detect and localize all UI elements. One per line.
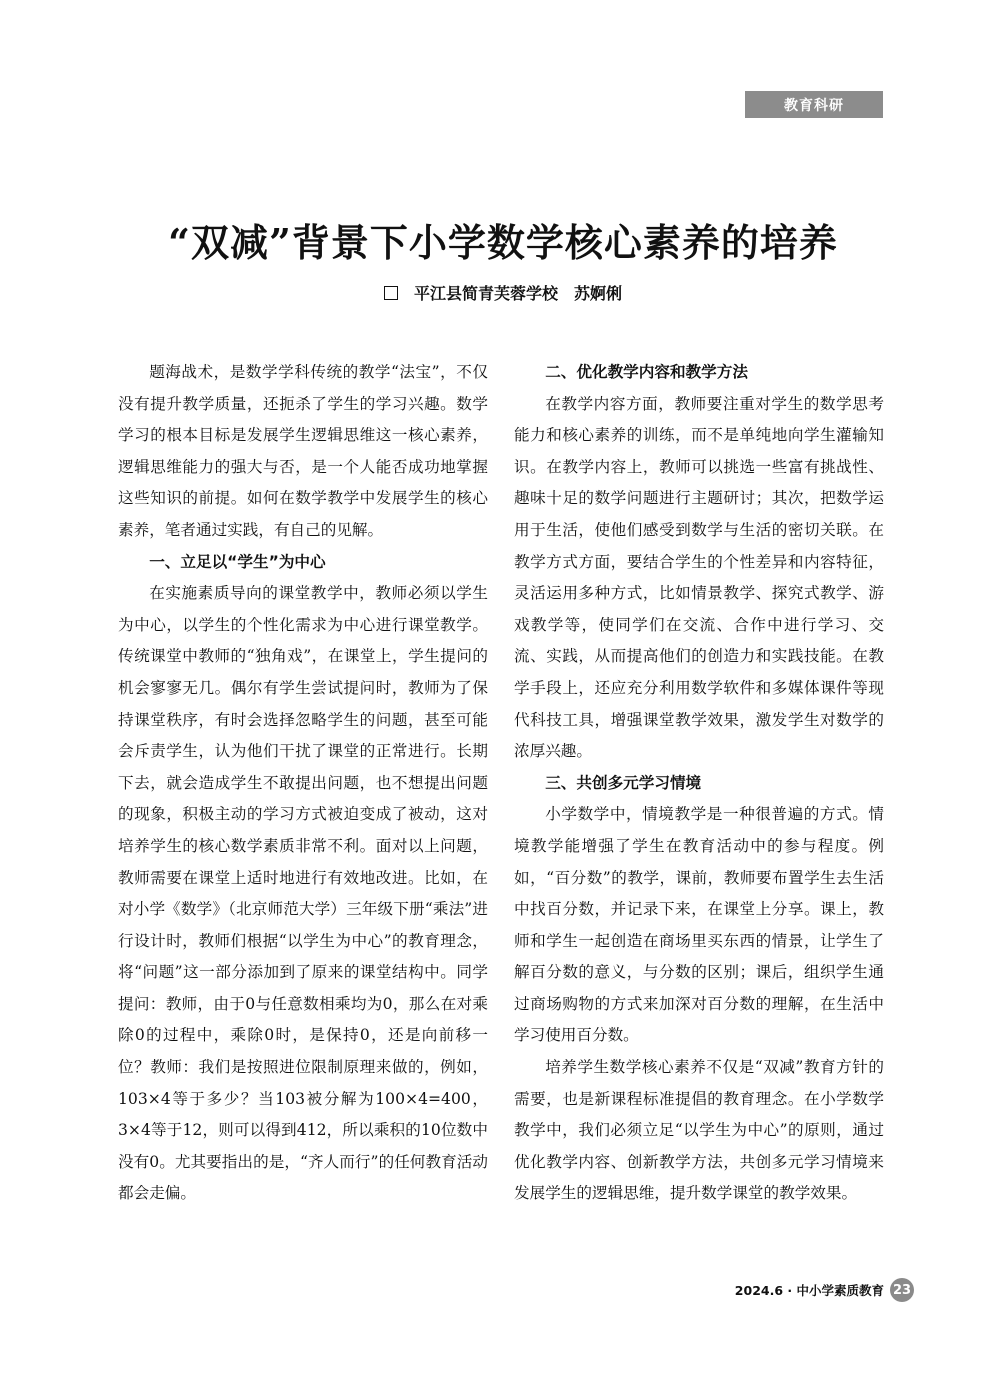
- section-tag: 教育科研: [745, 91, 883, 118]
- section-1-paragraph: 在实施素质导向的课堂教学中，教师必须以学生为中心，以学生的个性化需求为中心进行课堂教学。传统课堂中教师的“独角戏”，在课堂上，学生提问的机会寥寥无几。偶尔有学生尝试提问时，教师为了保持课堂秩序，有时会选择忽略学生的问题，甚至可能会斥责学生，认为他们干扰了课堂的正常进行。长期下去，就会造成学生不敢提出问题，也不想提出问题的现象，积极主动的学习方式被迫变成了被动，这对培养学生的核心数学素质非常不利。面对以上问题，教师需要在课堂上适时地进行有效地改进。比如，在对小学《数学》（北京师范大学）三年级下册“乘法”进行设计时，教师们根据“以学生为中心”的教育理念，将“问题”这一部分添加到了原来的课堂结构中。同学提问：教师，由于0与任意数相乘均为0，那么在对乘除0的过程中，乘除0时，是保持0，还是向前移一位？教师：我们是按照进位限制原理来做的，例如，103×4等于多少？当103被分解为100×4=400，3×4等于12，则可以得到412，所以乘积的10位数中没有0。尤其要指出的是，“齐人而行”的任何教育活动都会走偏。: [118, 584, 488, 1203]
- left-column: [118, 357, 488, 1210]
- section-heading-2: 二、优化教学内容和教学方法: [545, 363, 748, 381]
- right-column: [514, 357, 884, 1210]
- byline: [0, 281, 1006, 304]
- page-number-badge: 23: [890, 1278, 914, 1302]
- section-heading-3: 三、共创多元学习情境: [545, 773, 702, 792]
- article-title: “双减”背景下小学数学核心素养的培养: [168, 220, 838, 265]
- section-heading-1: 一、立足以“学生”为中心: [149, 552, 326, 571]
- journal-info: 2024.6 · 中小学素质教育: [734, 1283, 884, 1298]
- intro-paragraph: 题海战术，是数学学科传统的教学“法宝”，不仅没有提升教学质量，还扼杀了学生的学习兴趣。数学学习的根本目标是发展学生逻辑思维这一核心素养，逻辑思维能力的强大与否，是一个人能否成功地掌握这些知识的前提。如何在数学教学中发展学生的核心素养，笔者通过实践，有自己的见解。: [118, 363, 488, 539]
- conclusion-paragraph: 培养学生数学核心素养不仅是“双减”教育方针的需要，也是新课程标准提倡的教育理念。在小学数学教学中，我们必须立足“以学生为中心”的原则，通过优化教学内容、创新教学方法，共创多元学习情境来发展学生的逻辑思维，提升数学课堂的教学效果。: [514, 1058, 884, 1203]
- section-3-paragraph: 小学数学中，情境教学是一种很普遍的方式。情境教学能增强了学生在教育活动中的参与程度。例如，“百分数”的教学，课前，教师要布置学生去生活中找百分数，并记录下来，在课堂上分享。课上，教师和学生一起创造在商场里买东西的情景，让学生了解百分数的意义，与分数的区别；课后，组织学生通过商场购物的方式来加深对百分数的理解，在生活中学习使用百分数。: [514, 805, 884, 1045]
- page-footer: [735, 1278, 914, 1302]
- author-name: 苏婀俐: [574, 284, 623, 303]
- author-school: 平江县简青芙蓉学校: [413, 284, 558, 303]
- square-icon: [384, 286, 398, 300]
- section-2-paragraph: 在教学内容方面，教师要注重对学生的数学思考能力和核心素养的训练，而不是单纯地向学生灌输知识。在教学内容上，教师可以挑选一些富有挑战性、趣味十足的数学问题进行主题研讨；其次，把数学运用于生活，使他们感受到数学与生活的密切关联。在教学方式方面，要结合学生的个性差异和内容特征，灵活运用多种方式，比如情景教学、探究式教学、游戏教学等，使同学们在交流、合作中进行学习、交流、实践，从而提高他们的创造力和实践技能。在教学手段上，还应充分利用数学软件和多媒体课件等现代科技工具，增强课堂教学效果，激发学生对数学的浓厚兴趣。: [514, 394, 884, 761]
